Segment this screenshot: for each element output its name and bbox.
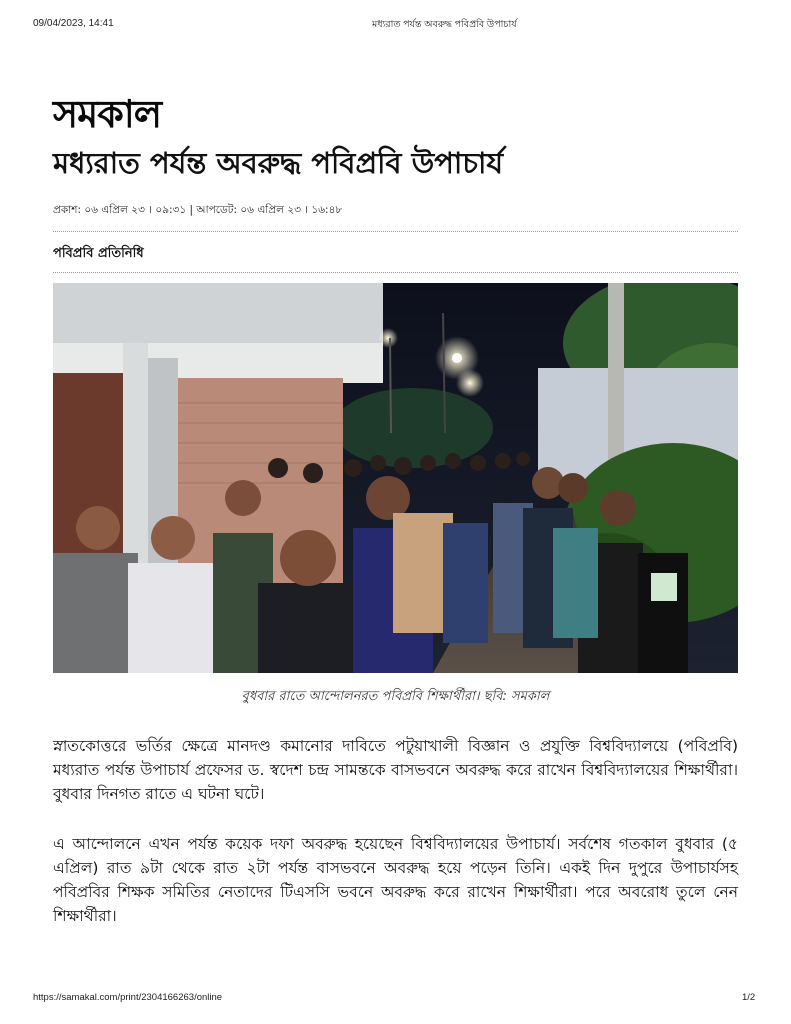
divider-top xyxy=(53,231,738,232)
samakal-logo[interactable]: সমকাল xyxy=(53,91,162,136)
print-footer-url[interactable]: https://samakal.com/print/2304166263/online xyxy=(33,992,223,1003)
photo-caption: বুধবার রাতে আন্দোলনরত পবিপ্রবি শিক্ষার্থীরা। ছবি: সমকাল xyxy=(241,689,550,704)
print-header-title: মধ্যরাত পর্যন্ত অবরুদ্ধ পবিপ্রবি উপাচার্য xyxy=(372,19,517,30)
page-number: 1/2 xyxy=(742,992,756,1003)
article-paragraph: স্নাতকোত্তরে ভর্তির ক্ষেত্রে মানদণ্ড কমানোর দাবিতে পটুয়াখালী বিজ্ঞান ও প্রযুক্তি বিশ্ববিদ্যালয়ে (পবিপ্রবি) মধ্যরাত পর্যন্ত উপাচার্য প্রফেসর ড. স্বদেশ চন্দ্র সামন্তকে বাসভবনে অবরুদ্ধ করে রাখেন বিশ্ববিদ্যালয়ের শিক্ষার্থীরা। বুধবার দিনগত রাতে এ ঘটনা ঘটে। xyxy=(53,737,738,803)
article-photo xyxy=(53,283,738,673)
article-headline: মধ্যরাত পর্যন্ত অবরুদ্ধ পবিপ্রবি উপাচার্য xyxy=(53,146,504,180)
article-paragraph: এ আন্দোলনে এখন পর্যন্ত কয়েক দফা অবরুদ্ধ হয়েছেন বিশ্ববিদ্যালয়ের উপাচার্য। সর্বশেষ গতকাল বুধবার (৫ এপ্রিল) রাত ৯টা থেকে রাত ২টা পর্যন্ত বাসভবনে অবরুদ্ধ হয়ে পড়েন তিনি। একই দিন দুপুরে উপাচার্যসহ পবিপ্রবির শিক্ষক সমিতির নেতাদের টিএসসি ভবনে অবরুদ্ধ করে রাখেন শিক্ষার্থীরা। পরে অবরোধ তুলে নেন শিক্ষার্থীরা। xyxy=(53,835,738,925)
author-byline: পবিপ্রবি প্রতিনিধি xyxy=(53,246,144,261)
print-datetime: 09/04/2023, 14:41 xyxy=(33,18,114,29)
publish-meta: প্রকাশ: ০৬ এপ্রিল ২৩ । ০৯:৩১ | আপডেট: ০৬ এপ্রিল ২৩ । ১৬:৪৮ xyxy=(53,204,343,216)
divider-bottom xyxy=(53,272,738,273)
